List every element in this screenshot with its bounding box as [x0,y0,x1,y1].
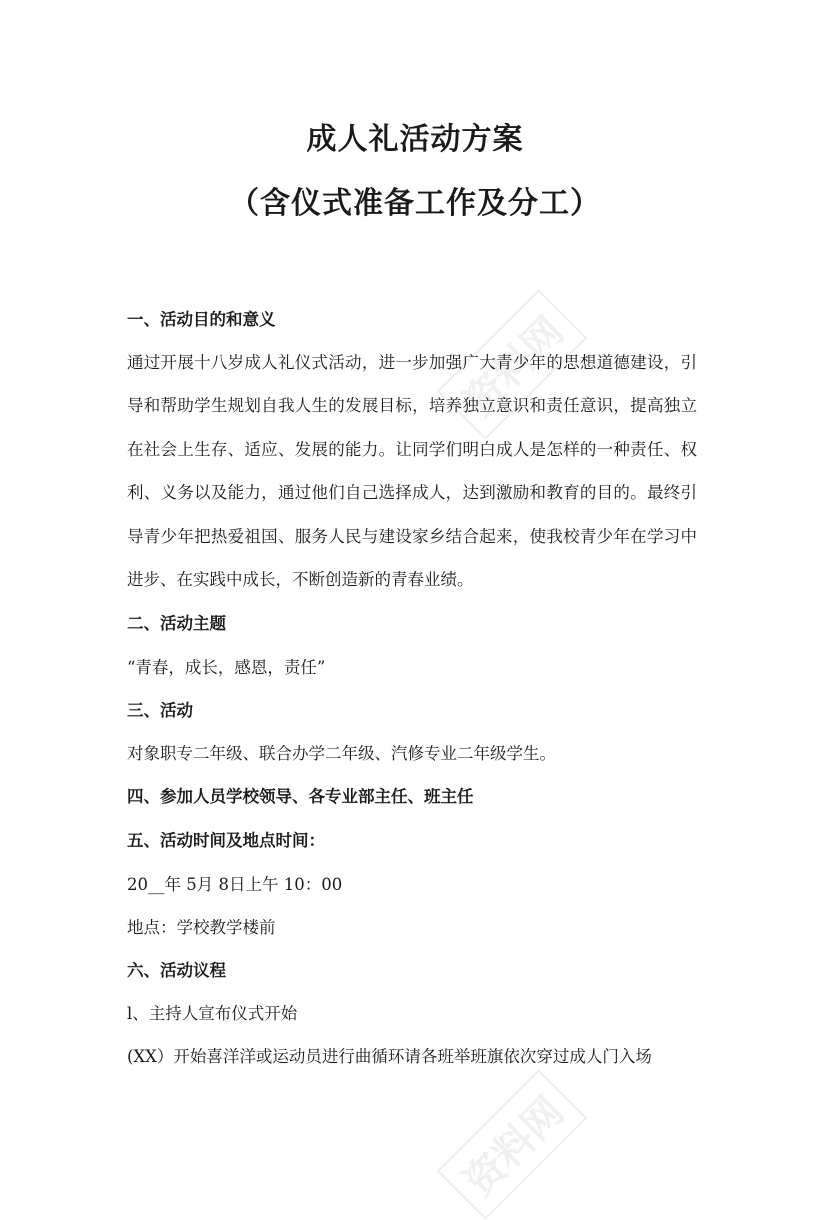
section-text: 20__年 5月 8日上午 10：00 [127,875,343,894]
watermark-stamp: 资料网 [437,1069,588,1220]
section-heading: 六、活动议程 [127,961,226,980]
section-heading: 一、活动目的和意义 [127,310,276,329]
section-text: 对象职专二年级、联合办学二年级、汽修专业二年级学生。 [127,744,556,763]
section-text: 地点：学校教学楼前 [127,918,276,937]
section-heading: 五、活动时间及地点时间： [127,831,325,850]
agenda-item: (XX）开始喜洋洋或运动员进行曲循环请各班举班旗依次穿过成人门入场 [127,1047,652,1066]
document-subtitle: （含仪式准备工作及分工） [229,186,601,221]
watermark-stamp: 资料网 [437,289,588,440]
document-title: 成人礼活动方案 [306,122,524,157]
section-paragraph: 通过开展十八岁成人礼仪式活动，进一步加强广大青少年的思想道德建设，引导和帮助学生规划自我人生的发展目标，培养独立意识和责任意识，提高独立在社会上生存、适应、发展的能力。让同学们明白成人是怎样的一种责任、权利、义务以及能力，通过他们自己选择成人，达到激励和教育的目的。最终引导青少年把热爱祖国、服务人民与建设家乡结合起来，使我校青少年在学习中进步、在实践中成长，不断创造新的青春业绩。 [127,353,697,590]
section-heading: 二、活动主题 [127,614,226,633]
section-heading: 四、参加人员学校领导、各专业部主任、班主任 [127,787,474,806]
section-heading: 三、活动 [127,701,193,720]
agenda-item: l、主持人宣布仪式开始 [127,1004,298,1023]
section-text: “青春，成长，感恩，责任” [127,658,326,677]
